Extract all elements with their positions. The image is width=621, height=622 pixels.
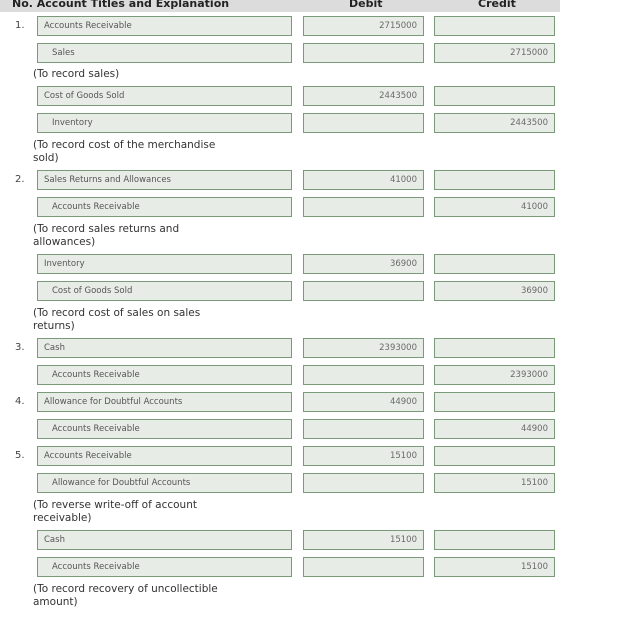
table-header: [0, 0, 560, 12]
credit-field[interactable]: 36900: [434, 281, 555, 301]
account-title-field[interactable]: Accounts Receivable: [37, 197, 292, 217]
credit-field[interactable]: 44900: [434, 419, 555, 439]
debit-field[interactable]: [303, 473, 424, 493]
credit-field[interactable]: [434, 170, 555, 190]
credit-field[interactable]: 2715000: [434, 43, 555, 63]
entry-explanation: (To record recovery of uncollectible amount): [33, 583, 218, 608]
entry-number-1: 1.: [15, 20, 25, 31]
debit-field[interactable]: [303, 419, 424, 439]
header-credit: Credit: [478, 0, 516, 10]
debit-field[interactable]: [303, 113, 424, 133]
debit-field[interactable]: 15100: [303, 446, 424, 466]
debit-field[interactable]: [303, 281, 424, 301]
account-title-field[interactable]: Cash: [37, 530, 292, 550]
account-title-field[interactable]: Cost of Goods Sold: [37, 281, 292, 301]
credit-field[interactable]: 2443500: [434, 113, 555, 133]
credit-field[interactable]: [434, 392, 555, 412]
account-title-field[interactable]: Accounts Receivable: [37, 446, 292, 466]
debit-field[interactable]: 2443500: [303, 86, 424, 106]
account-title-field[interactable]: Sales Returns and Allowances: [37, 170, 292, 190]
debit-field[interactable]: [303, 557, 424, 577]
header-account-titles: No. Account Titles and Explanation: [12, 0, 230, 10]
entry-number-2: 2.: [15, 174, 25, 185]
account-title-field[interactable]: Accounts Receivable: [37, 557, 292, 577]
credit-field[interactable]: [434, 530, 555, 550]
credit-field[interactable]: 41000: [434, 197, 555, 217]
entry-explanation: (To record sales returns and allowances): [33, 223, 180, 248]
credit-field[interactable]: 15100: [434, 473, 555, 493]
debit-field[interactable]: [303, 197, 424, 217]
account-title-field[interactable]: Accounts Receivable: [37, 365, 292, 385]
account-title-field[interactable]: Inventory: [37, 113, 292, 133]
debit-field[interactable]: 2715000: [303, 16, 424, 36]
account-title-field[interactable]: Cash: [37, 338, 292, 358]
debit-field[interactable]: 15100: [303, 530, 424, 550]
entry-number-5: 5.: [15, 450, 25, 461]
debit-field[interactable]: 44900: [303, 392, 424, 412]
account-title-field[interactable]: Accounts Receivable: [37, 419, 292, 439]
credit-field[interactable]: 15100: [434, 557, 555, 577]
credit-field[interactable]: [434, 86, 555, 106]
account-title-field[interactable]: Sales: [37, 43, 292, 63]
header-debit: Debit: [349, 0, 383, 10]
debit-field[interactable]: 36900: [303, 254, 424, 274]
account-title-field[interactable]: Allowance for Doubtful Accounts: [37, 392, 292, 412]
debit-field[interactable]: 2393000: [303, 338, 424, 358]
entry-explanation: (To record cost of the merchandise sold): [33, 139, 216, 164]
entry-number-3: 3.: [15, 342, 25, 353]
entry-explanation: (To record sales): [33, 68, 120, 80]
account-title-field[interactable]: Allowance for Doubtful Accounts: [37, 473, 292, 493]
credit-field[interactable]: 2393000: [434, 365, 555, 385]
account-title-field[interactable]: Cost of Goods Sold: [37, 86, 292, 106]
credit-field[interactable]: [434, 16, 555, 36]
credit-field[interactable]: [434, 338, 555, 358]
debit-field[interactable]: 41000: [303, 170, 424, 190]
debit-field[interactable]: [303, 43, 424, 63]
credit-field[interactable]: [434, 254, 555, 274]
credit-field[interactable]: [434, 446, 555, 466]
account-title-field[interactable]: Inventory: [37, 254, 292, 274]
account-title-field[interactable]: Accounts Receivable: [37, 16, 292, 36]
entry-number-4: 4.: [15, 396, 25, 407]
entry-explanation: (To record cost of sales on sales returns): [33, 307, 201, 332]
debit-field[interactable]: [303, 365, 424, 385]
entry-explanation: (To reverse write-off of account receivable): [33, 499, 197, 524]
